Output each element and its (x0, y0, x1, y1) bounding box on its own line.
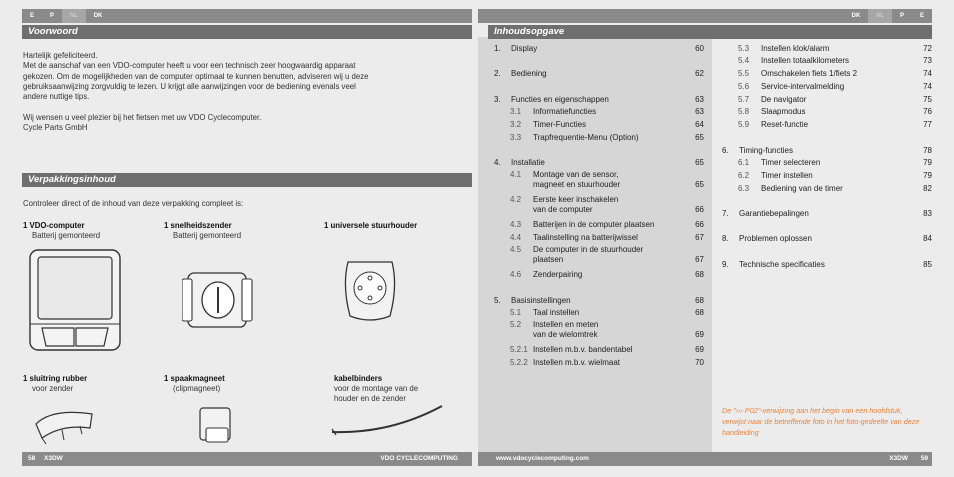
voorwoord-line: Cycle Parts GmbH (23, 123, 88, 133)
lang-nl-left[interactable]: NL (62, 9, 86, 23)
item-magnet (164, 374, 225, 394)
toc-page: 68 (695, 296, 704, 305)
toc-title-line: Instellen totaalkilometers (761, 56, 850, 65)
toc-title-line: Instellen en meten (533, 320, 599, 329)
toc-page: 72 (923, 44, 932, 53)
toc-title-line: Garantiebepalingen (739, 209, 809, 218)
toc-title (761, 107, 932, 117)
toc-title (761, 82, 932, 92)
toc-entry[interactable] (494, 107, 704, 117)
toc-entry[interactable] (494, 320, 704, 340)
toc-page: 63 (695, 95, 704, 104)
toc-title (533, 233, 704, 243)
toc-entry[interactable] (494, 220, 704, 230)
toc-title-line: Reset-functie (761, 120, 809, 129)
toc-page: 67 (695, 233, 704, 242)
item-rubber (23, 374, 87, 394)
toc-title-line: De computer in de stuurhouder (533, 245, 644, 254)
toc-entry[interactable] (722, 146, 932, 156)
spoke-magnet-illustration (196, 402, 238, 446)
toc-entry[interactable] (722, 69, 932, 79)
brand-name: VDO CYCLECOMPUTING (380, 455, 458, 462)
model-left: X3DW (44, 455, 63, 462)
toc-title (511, 158, 704, 168)
voorwoord-heading: Voorwoord (22, 25, 472, 39)
toc-number: 1. (494, 44, 501, 53)
toc-entry[interactable] (722, 107, 932, 117)
lang-p-left[interactable]: P (50, 13, 55, 19)
toc-page: 68 (695, 270, 704, 279)
toc-entry[interactable] (494, 270, 704, 280)
toc-number: 4.3 (510, 220, 522, 229)
toc-title-line: Basisinstellingen (511, 296, 571, 305)
toc-title (739, 146, 932, 156)
toc-number: 5.9 (738, 120, 750, 129)
toc-page: 66 (695, 205, 704, 214)
toc-entry[interactable] (722, 260, 932, 270)
toc-title (533, 107, 704, 117)
toc-title-line: Omschakelen fiets 1/fiets 2 (761, 69, 858, 78)
toc-number: 4.5 (510, 245, 522, 254)
toc-page: 74 (923, 82, 932, 91)
toc-entry[interactable] (722, 95, 932, 105)
toc-title-line: Bediening (511, 69, 547, 78)
toc-title-line: Taal instellen (533, 308, 580, 317)
toc-title (761, 69, 932, 79)
toc-page: 67 (695, 255, 704, 264)
toc-title-line: Installatie (511, 158, 545, 167)
website-link[interactable]: www.vdocyclecomputing.com (496, 455, 589, 462)
toc-title (533, 245, 704, 265)
item-computer (23, 221, 100, 241)
toc-page: 63 (695, 107, 704, 116)
toc-title-line: Informatiefuncties (533, 107, 597, 116)
toc-number: 5.4 (738, 56, 750, 65)
voorwoord-line: Wij wensen u veel plezier bij het fietsen met uw VDO Cyclecomputer. (23, 112, 262, 122)
item-sub: houder en de zender (334, 394, 406, 403)
toc-page: 68 (695, 308, 704, 317)
toc-entry[interactable] (494, 296, 704, 306)
item-title: 1 spaakmagneet (164, 374, 225, 383)
computer-illustration (28, 248, 123, 354)
toc-title-line: Instellen m.b.v. bandentabel (533, 345, 633, 354)
toc-title (761, 171, 932, 181)
toc-title (739, 234, 932, 244)
toc-title-line: De navigator (761, 95, 807, 104)
toc-title-line: Timer selecteren (761, 158, 821, 167)
toc-page: 77 (923, 120, 932, 129)
voorwoord-line: Hartelijk gefeliciteerd. (23, 51, 98, 60)
toc-title (761, 184, 932, 194)
toc-entry[interactable] (494, 245, 704, 265)
toc-title-line: van de wielomtrek (533, 330, 598, 339)
toc-number: 4.6 (510, 270, 522, 279)
toc-number: 5.2 (510, 320, 522, 329)
toc-number: 3.2 (510, 120, 522, 129)
item-title: 1 snelheidszender (164, 221, 232, 230)
toc-page: 65 (695, 180, 704, 189)
toc-title-line: Instellen m.b.v. wielmaat (533, 358, 620, 367)
model-right: X3DW (889, 455, 908, 462)
item-holder (324, 221, 417, 231)
toc-page: 69 (695, 330, 704, 339)
page-number-right: 59 (920, 455, 928, 462)
toc-page: 83 (923, 209, 932, 218)
toc-title (533, 220, 704, 230)
toc-entry[interactable] (494, 345, 704, 355)
holder-illustration (340, 256, 400, 324)
toc-entry[interactable] (722, 171, 932, 181)
lang-nl-right[interactable]: NL (868, 9, 892, 23)
toc-page: 84 (923, 234, 932, 243)
toc-page: 60 (695, 44, 704, 53)
item-title: 1 sluitring rubber (23, 374, 88, 383)
toc-title (533, 345, 704, 355)
voorwoord-line: Met de aanschaf van een VDO-computer heeft u voor een technisch zeer hoogwaardig apparaat (23, 61, 356, 71)
toc-title-line: Functies en eigenschappen (511, 95, 609, 104)
item-sub: voor zender (32, 384, 74, 393)
toc-number: 4. (494, 158, 501, 167)
toc-number: 5.2.1 (510, 345, 528, 354)
toc-number: 4.1 (510, 170, 522, 179)
toc-page: 65 (695, 133, 704, 142)
toc-page: 74 (923, 69, 932, 78)
toc-entry[interactable] (722, 184, 932, 194)
toc-title-line: Timer instellen (761, 171, 813, 180)
toc-title-line: plaatsen (533, 255, 564, 264)
toc-page: 62 (695, 69, 704, 78)
toc-title-line: magneet en stuurhouder (533, 180, 621, 189)
toc-entry[interactable] (722, 158, 932, 168)
toc-entry[interactable] (494, 158, 704, 168)
lang-dk-right[interactable]: DK (851, 13, 861, 19)
language-bar-left (22, 9, 472, 23)
toc-number: 5. (494, 296, 501, 305)
toc-page: 76 (923, 107, 932, 116)
toc-title (511, 44, 704, 54)
toc-number: 9. (722, 260, 729, 269)
toc-number: 3. (494, 95, 501, 104)
toc-number: 2. (494, 69, 501, 78)
toc-number: 5.8 (738, 107, 750, 116)
toc-title (533, 133, 704, 143)
toc-entry[interactable] (722, 82, 932, 92)
toc-number: 4.2 (510, 195, 522, 204)
toc-entry[interactable] (722, 44, 932, 54)
sender-illustration (182, 265, 254, 335)
toc-number: 5.3 (738, 44, 750, 53)
item-cable-ties (334, 374, 418, 404)
toc-title-line: Technische specificaties (739, 260, 825, 269)
voorwoord-line: gekozen. Om de mogelijkheden van de computer optimaal te kunnen benutten, adviseren wij u deze (23, 71, 369, 81)
footer-right (478, 452, 932, 466)
toc-page: 85 (923, 260, 932, 269)
toc-title-line: Trapfrequentie-Menu (Option) (533, 133, 639, 142)
item-title: kabelbinders (334, 374, 383, 383)
toc-title-line: Bediening van de timer (761, 184, 843, 193)
toc-heading: Inhoudsopgave (488, 25, 932, 39)
toc-number: 6.3 (738, 184, 750, 193)
item-title: 1 VDO-computer (23, 221, 85, 230)
voorwoord-line: andere nuttige tips. (23, 92, 90, 102)
toc-title (533, 270, 704, 280)
verpakking-heading: Verpakkingsinhoud (22, 173, 472, 187)
toc-page: 79 (923, 158, 932, 167)
toc-number: 3.3 (510, 133, 522, 142)
toc-entry[interactable] (494, 195, 704, 215)
toc-page: 70 (695, 358, 704, 367)
toc-title-line: Taalinstelling na batterijwissel (533, 233, 638, 242)
toc-number: 5.2.2 (510, 358, 528, 367)
toc-title (739, 209, 932, 219)
toc-number: 5.5 (738, 69, 750, 78)
voorwoord-line: gebruiksaanwijzing zorgvuldig te lezen. U krijgt alle aanwijzingen voor de bediening evenals veel (23, 81, 356, 91)
toc-page: 79 (923, 171, 932, 180)
toc-entry[interactable] (494, 120, 704, 130)
item-sender (164, 221, 241, 241)
toc-number: 6.2 (738, 171, 750, 180)
lang-p-right[interactable]: P (899, 13, 904, 19)
toc-title-line: Timer-Functies (533, 120, 587, 129)
toc-title (533, 195, 704, 215)
item-sub: voor de montage van de (334, 384, 419, 393)
footer-left (22, 452, 472, 466)
toc-entry[interactable] (494, 133, 704, 143)
toc-title-line: Display (511, 44, 538, 53)
lang-dk-left[interactable]: DK (93, 13, 103, 19)
toc-title (739, 260, 932, 270)
toc-title-line: Batterijen in de computer plaatsen (533, 220, 655, 229)
toc-entry[interactable] (722, 209, 932, 219)
voorwoord-text (23, 51, 468, 133)
photo-reference-note: De "››› P02"-verwijzing aan het begin van een hoofdstuk, verwijst naar de betreffende foto in het foto-gedeelte van deze handleiding (722, 406, 920, 437)
toc-number: 3.1 (510, 107, 522, 116)
toc-page: 64 (695, 120, 704, 129)
toc-title (533, 358, 704, 368)
toc-title (761, 44, 932, 54)
page-number-left: 58 (28, 455, 36, 462)
toc-title (533, 120, 704, 130)
toc-title (533, 170, 704, 190)
toc-page: 82 (923, 184, 932, 193)
item-sub: Batterij gemonteerd (173, 231, 242, 240)
toc-title (761, 120, 932, 130)
toc-number: 7. (722, 209, 729, 218)
toc-title-line: Zenderpairing (533, 270, 583, 279)
toc-title-line: Service-intervalmelding (761, 82, 845, 91)
toc-entry[interactable] (722, 234, 932, 244)
toc-number: 5.7 (738, 95, 750, 104)
toc-entry[interactable] (494, 69, 704, 79)
toc-title-line: Montage van de sensor, (533, 170, 619, 179)
toc-title-line: Problemen oplossen (739, 234, 812, 243)
toc-title (511, 95, 704, 105)
toc-number: 6.1 (738, 158, 750, 167)
toc-title (511, 296, 704, 306)
toc-entry[interactable] (494, 44, 704, 54)
toc-title (761, 158, 932, 168)
voorwoord-spacer (23, 102, 468, 112)
toc-title (761, 95, 932, 105)
rubber-ring-illustration (32, 404, 96, 444)
item-title: 1 universele stuurhouder (324, 221, 418, 230)
toc-title (761, 56, 932, 66)
toc-title-line: Slaapmodus (761, 107, 806, 116)
toc-title-line: Timing-functies (739, 146, 793, 155)
toc-title (511, 69, 704, 79)
toc-number: 6. (722, 146, 729, 155)
toc-title-line: van de computer (533, 205, 593, 214)
toc-page: 65 (695, 158, 704, 167)
toc-number: 5.1 (510, 308, 522, 317)
toc-page: 78 (923, 146, 932, 155)
toc-number: 5.6 (738, 82, 750, 91)
toc-page: 73 (923, 56, 932, 65)
toc-entry[interactable] (722, 120, 932, 130)
toc-title (533, 308, 704, 318)
verpakking-intro: Controleer direct of de inhoud van deze verpakking compleet is: (23, 199, 244, 208)
toc-page: 69 (695, 345, 704, 354)
toc-entry[interactable] (494, 308, 704, 318)
toc-entry[interactable] (494, 358, 704, 368)
toc-title-line: Eerste keer inschakelen (533, 195, 619, 204)
item-sub: (clipmagneet) (173, 384, 221, 393)
toc-number: 8. (722, 234, 729, 243)
lang-e-left[interactable]: E (30, 13, 35, 19)
toc-title (533, 320, 704, 340)
toc-page: 75 (923, 95, 932, 104)
toc-title-line: Instellen klok/alarm (761, 44, 830, 53)
toc-number: 4.4 (510, 233, 522, 242)
toc-entry[interactable] (494, 233, 704, 243)
toc-entry[interactable] (494, 170, 704, 190)
language-bar-right (478, 9, 932, 23)
toc-entry[interactable] (494, 95, 704, 105)
item-sub: Batterij gemonteerd (32, 231, 101, 240)
lang-e-right[interactable]: E (919, 13, 924, 19)
toc-entry[interactable] (722, 56, 932, 66)
toc-page: 66 (695, 220, 704, 229)
cable-tie-illustration (330, 402, 450, 438)
